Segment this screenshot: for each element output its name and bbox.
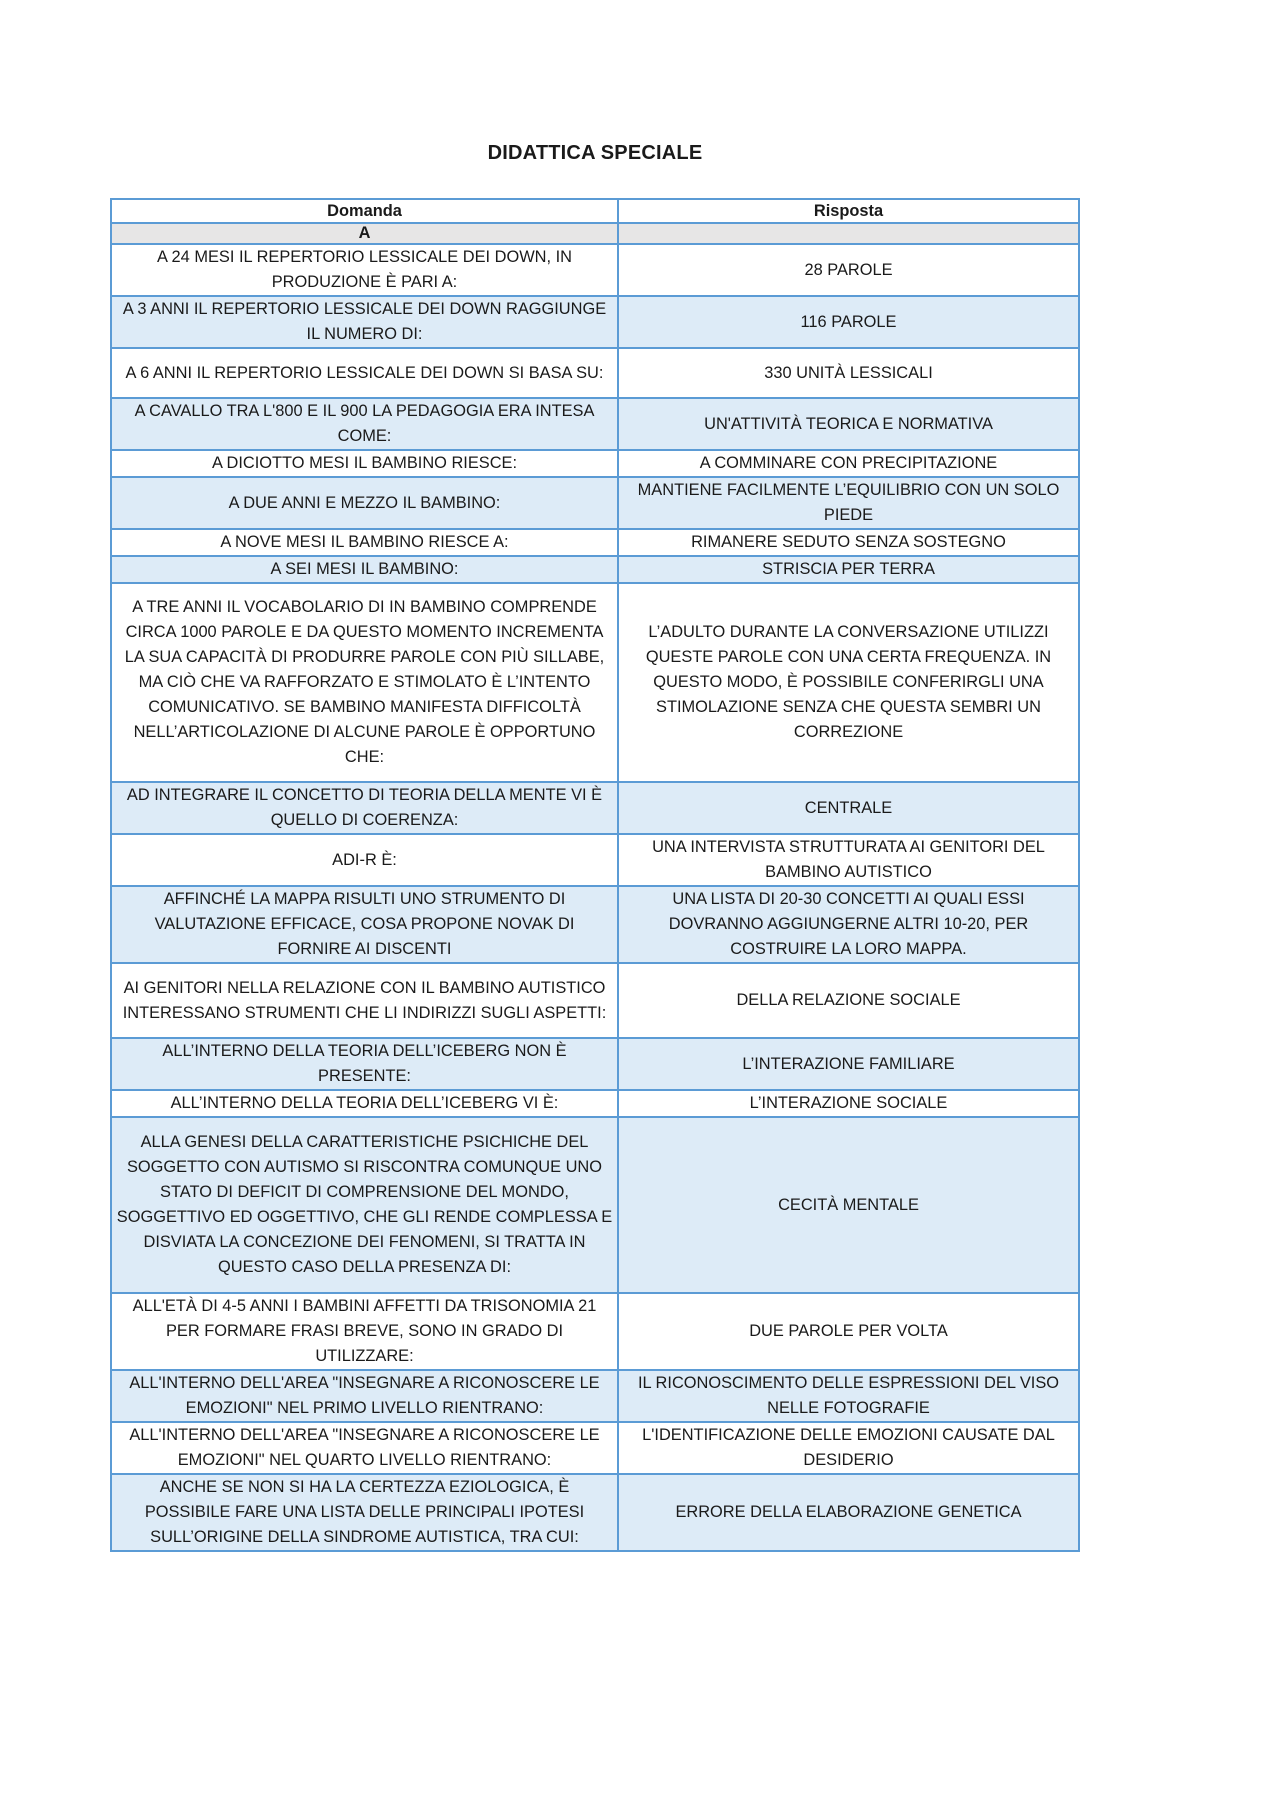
question-cell: A 6 ANNI IL REPERTORIO LESSICALE DEI DOWN SI BASA SU: bbox=[111, 348, 618, 398]
answer-cell: 116 PAROLE bbox=[618, 296, 1079, 348]
question-cell: ALL’INTERNO DELLA TEORIA DELL’ICEBERG VI È: bbox=[111, 1090, 618, 1117]
question-cell: A SEI MESI IL BAMBINO: bbox=[111, 556, 618, 583]
table-row bbox=[111, 398, 1079, 450]
page-title: DIDATTICA SPECIALE bbox=[487, 142, 703, 164]
table-header-row bbox=[111, 199, 1079, 223]
table-row bbox=[111, 834, 1079, 886]
question-cell: ANCHE SE NON SI HA LA CERTEZZA EZIOLOGICA, È POSSIBILE FARE UNA LISTA DELLE PRINCIPALI IPOTESI SULL’ORIGINE DELLA SINDROME AUTISTICA, TRA CUI: bbox=[111, 1474, 618, 1551]
column-header-risposta: Risposta bbox=[618, 199, 1079, 223]
table-row bbox=[111, 450, 1079, 477]
question-cell: ALL’INTERNO DELLA TEORIA DELL’ICEBERG NON È PRESENTE: bbox=[111, 1038, 618, 1090]
section-letter: A bbox=[111, 223, 618, 244]
table-row bbox=[111, 886, 1079, 963]
answer-cell: UN'ATTIVITÀ TEORICA E NORMATIVA bbox=[618, 398, 1079, 450]
question-cell: A CAVALLO TRA L'800 E IL 900 LA PEDAGOGIA ERA INTESA COME: bbox=[111, 398, 618, 450]
section-letter-empty bbox=[618, 223, 1079, 244]
answer-cell: STRISCIA PER TERRA bbox=[618, 556, 1079, 583]
question-cell: A 24 MESI IL REPERTORIO LESSICALE DEI DOWN, IN PRODUZIONE È PARI A: bbox=[111, 244, 618, 296]
table-row bbox=[111, 1293, 1079, 1370]
table-row bbox=[111, 556, 1079, 583]
answer-cell: DUE PAROLE PER VOLTA bbox=[618, 1293, 1079, 1370]
answer-cell: DELLA RELAZIONE SOCIALE bbox=[618, 963, 1079, 1038]
answer-cell: UNA LISTA DI 20-30 CONCETTI AI QUALI ESSI DOVRANNO AGGIUNGERNE ALTRI 10-20, PER COSTRUIRE LA LORO MAPPA. bbox=[618, 886, 1079, 963]
answer-cell: A COMMINARE CON PRECIPITAZIONE bbox=[618, 450, 1079, 477]
table-row bbox=[111, 1117, 1079, 1293]
qa-table bbox=[110, 198, 1080, 1552]
question-cell: A NOVE MESI IL BAMBINO RIESCE A: bbox=[111, 529, 618, 556]
table-row bbox=[111, 963, 1079, 1038]
question-cell: ALL'INTERNO DELL'AREA "INSEGNARE A RICONOSCERE LE EMOZIONI" NEL PRIMO LIVELLO RIENTRANO: bbox=[111, 1370, 618, 1422]
answer-cell: MANTIENE FACILMENTE L’EQUILIBRIO CON UN SOLO PIEDE bbox=[618, 477, 1079, 529]
question-cell: AFFINCHÉ LA MAPPA RISULTI UNO STRUMENTO DI VALUTAZIONE EFFICACE, COSA PROPONE NOVAK DI FORNIRE AI DISCENTI bbox=[111, 886, 618, 963]
table-row bbox=[111, 477, 1079, 529]
question-cell: ALL'ETÀ DI 4-5 ANNI I BAMBINI AFFETTI DA TRISONOMIA 21 PER FORMARE FRASI BREVE, SONO IN GRADO DI UTILIZZARE: bbox=[111, 1293, 618, 1370]
table-row bbox=[111, 1422, 1079, 1474]
answer-cell: IL RICONOSCIMENTO DELLE ESPRESSIONI DEL VISO NELLE FOTOGRAFIE bbox=[618, 1370, 1079, 1422]
table-row bbox=[111, 1038, 1079, 1090]
question-cell: ALLA GENESI DELLA CARATTERISTICHE PSICHICHE DEL SOGGETTO CON AUTISMO SI RISCONTRA COMUNQUE UNO STATO DI DEFICIT DI COMPRENSIONE DEL MONDO, SOGGETTIVO ED OGGETTIVO, CHE GLI RENDE COMPLESSA E DISVIATA LA CONCEZIONE DEI FENOMENI, SI TRATTA IN QUESTO CASO DELLA PRESENZA DI: bbox=[111, 1117, 618, 1293]
answer-cell: 28 PAROLE bbox=[618, 244, 1079, 296]
table-row bbox=[111, 348, 1079, 398]
answer-cell: L'IDENTIFICAZIONE DELLE EMOZIONI CAUSATE DAL DESIDERIO bbox=[618, 1422, 1079, 1474]
answer-cell: L’INTERAZIONE FAMILIARE bbox=[618, 1038, 1079, 1090]
question-cell: ALL'INTERNO DELL'AREA "INSEGNARE A RICONOSCERE LE EMOZIONI" NEL QUARTO LIVELLO RIENTRANO: bbox=[111, 1422, 618, 1474]
question-cell: A DICIOTTO MESI IL BAMBINO RIESCE: bbox=[111, 450, 618, 477]
section-letter-row bbox=[111, 223, 1079, 244]
question-cell: A DUE ANNI E MEZZO IL BAMBINO: bbox=[111, 477, 618, 529]
table-row bbox=[111, 1090, 1079, 1117]
table-row bbox=[111, 1370, 1079, 1422]
answer-cell: ERRORE DELLA ELABORAZIONE GENETICA bbox=[618, 1474, 1079, 1551]
question-cell: AI GENITORI NELLA RELAZIONE CON IL BAMBINO AUTISTICO INTERESSANO STRUMENTI CHE LI INDIRIZZI SUGLI ASPETTI: bbox=[111, 963, 618, 1038]
column-header-domanda: Domanda bbox=[111, 199, 618, 223]
answer-cell: 330 UNITÀ LESSICALI bbox=[618, 348, 1079, 398]
answer-cell: CENTRALE bbox=[618, 782, 1079, 834]
table-row bbox=[111, 296, 1079, 348]
table-row bbox=[111, 1474, 1079, 1551]
table-row bbox=[111, 583, 1079, 782]
question-cell: A 3 ANNI IL REPERTORIO LESSICALE DEI DOWN RAGGIUNGE IL NUMERO DI: bbox=[111, 296, 618, 348]
table-row bbox=[111, 782, 1079, 834]
question-cell: AD INTEGRARE IL CONCETTO DI TEORIA DELLA MENTE VI È QUELLO DI COERENZA: bbox=[111, 782, 618, 834]
table-row bbox=[111, 244, 1079, 296]
answer-cell: RIMANERE SEDUTO SENZA SOSTEGNO bbox=[618, 529, 1079, 556]
question-cell: ADI-R È: bbox=[111, 834, 618, 886]
question-cell: A TRE ANNI IL VOCABOLARIO DI IN BAMBINO COMPRENDE CIRCA 1000 PAROLE E DA QUESTO MOMENTO INCREMENTA LA SUA CAPACITÀ DI PRODURRE PAROLE CON PIÙ SILLABE, MA CIÒ CHE VA RAFFORZATO E STIMOLATO È L’INTENTO COMUNICATIVO. SE BAMBINO MANIFESTA DIFFICOLTÀ NELL’ARTICOLAZIONE DI ALCUNE PAROLE È OPPORTUNO CHE: bbox=[111, 583, 618, 782]
table-row bbox=[111, 529, 1079, 556]
answer-cell: CECITÀ MENTALE bbox=[618, 1117, 1079, 1293]
answer-cell: UNA INTERVISTA STRUTTURATA AI GENITORI DEL BAMBINO AUTISTICO bbox=[618, 834, 1079, 886]
answer-cell: L’ADULTO DURANTE LA CONVERSAZIONE UTILIZZI QUESTE PAROLE CON UNA CERTA FREQUENZA. IN QUESTO MODO, È POSSIBILE CONFERIRGLI UNA STIMOLAZIONE SENZA CHE QUESTA SEMBRI UN CORREZIONE bbox=[618, 583, 1079, 782]
answer-cell: L’INTERAZIONE SOCIALE bbox=[618, 1090, 1079, 1117]
